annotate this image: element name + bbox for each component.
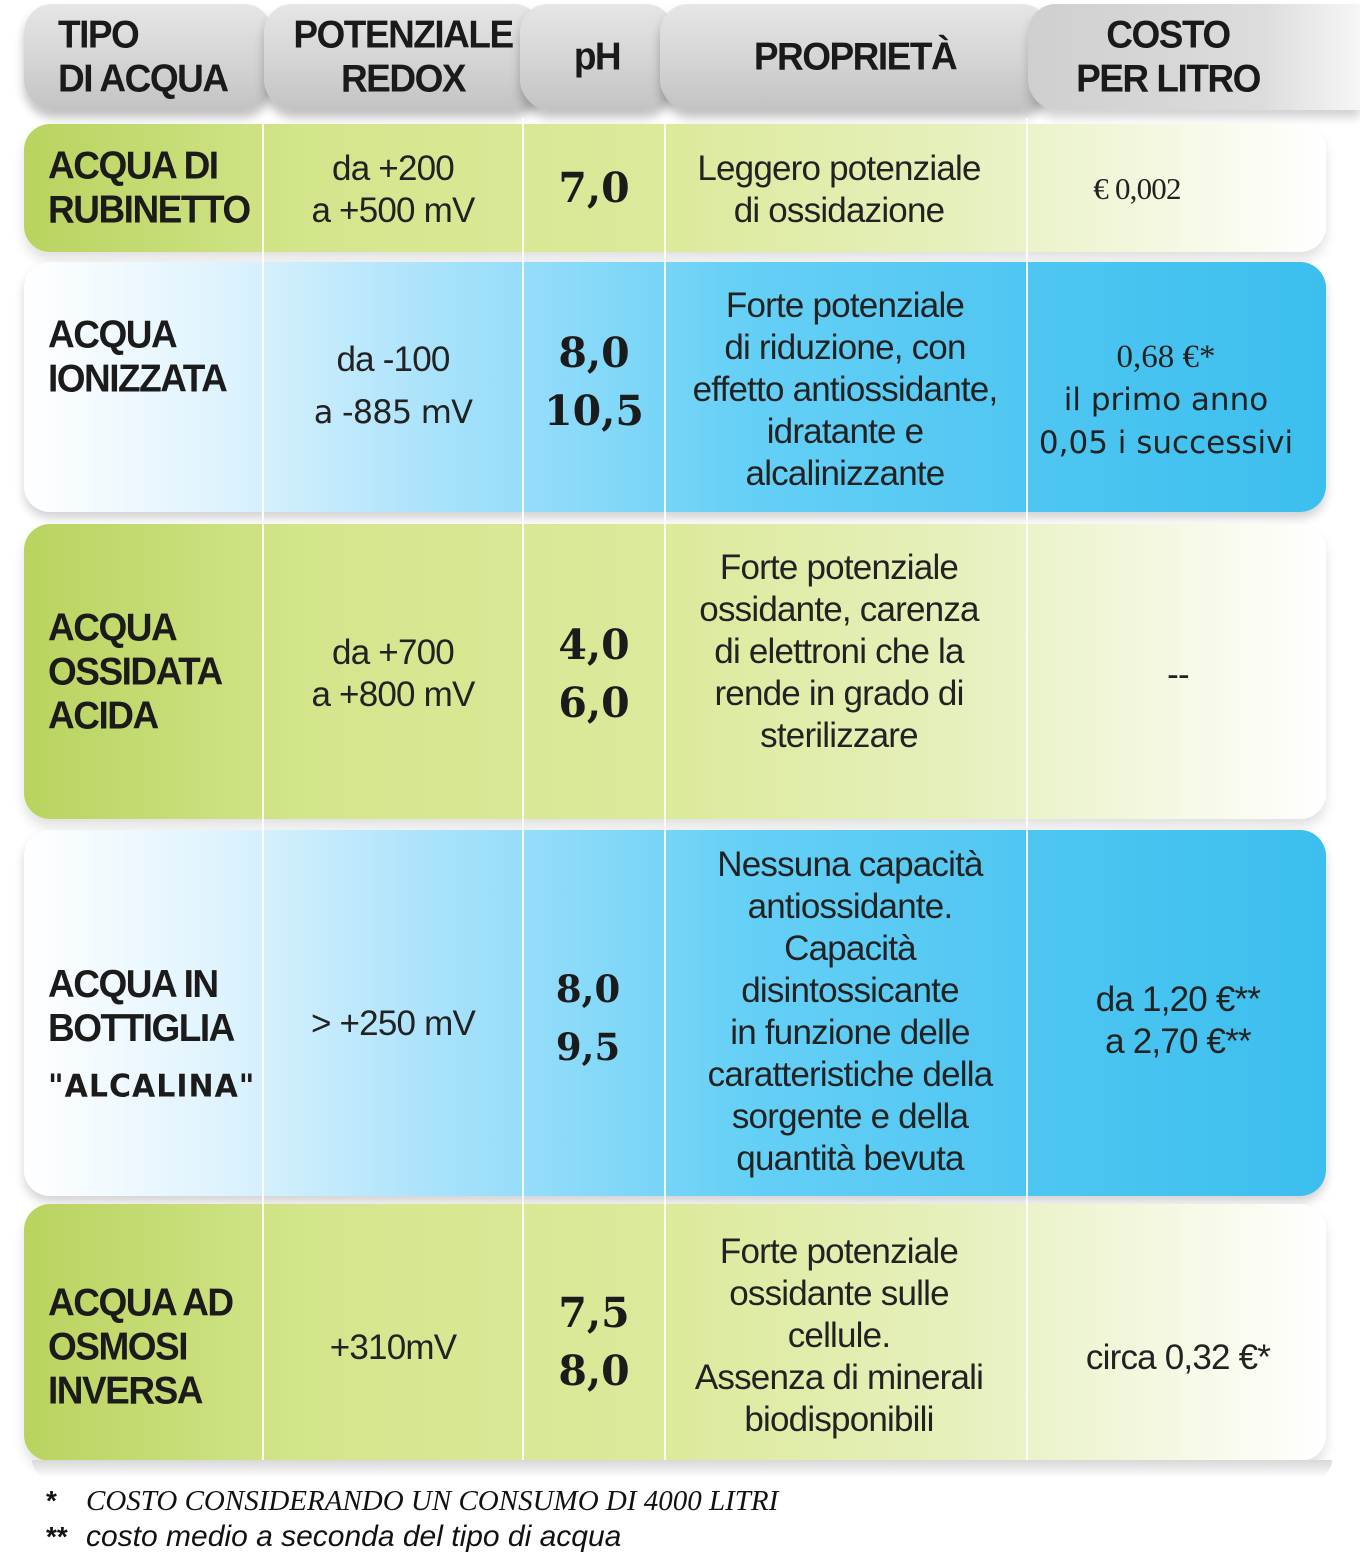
redox-cell bbox=[264, 140, 522, 240]
column-divider bbox=[262, 118, 264, 1460]
cost-line: € 0,002 bbox=[1093, 171, 1181, 206]
water-type-line: BOTTIGLIA bbox=[48, 1006, 234, 1050]
cost-line: da 1,20 €** bbox=[1095, 980, 1261, 1019]
properties-line: rende in grado di bbox=[714, 674, 964, 713]
cost-line: -- bbox=[1167, 655, 1189, 694]
water-type-cell bbox=[48, 962, 262, 1120]
header-redox-line1: POTENZIALE bbox=[293, 13, 513, 56]
properties-line: biodisponibili bbox=[744, 1400, 934, 1439]
water-type-cell bbox=[48, 517, 260, 827]
water-type-subtitle: "ALCALINA" bbox=[48, 1068, 256, 1106]
properties-line: antiossidante. bbox=[747, 887, 953, 926]
redox-cell bbox=[264, 624, 522, 724]
properties-line: di elettroni che la bbox=[714, 632, 964, 671]
ph-cell bbox=[524, 612, 664, 736]
properties-line: Nessuna capacità bbox=[717, 845, 983, 884]
water-type-line: IONIZZATA bbox=[48, 357, 227, 401]
cost-line: 0,68 €* bbox=[1116, 338, 1216, 375]
properties-line: sorgente e della bbox=[731, 1097, 969, 1136]
ph-value: 8,0 bbox=[558, 1347, 630, 1395]
properties-cell bbox=[666, 1226, 1012, 1446]
ph-value: 7,5 bbox=[558, 1289, 630, 1337]
cost-cell bbox=[1028, 124, 1246, 254]
cost-cell bbox=[1048, 1332, 1308, 1384]
header-costo-line2: PER LITRO bbox=[1076, 57, 1260, 100]
footnote-text: costo medio a seconda del tipo di acqua bbox=[86, 1520, 622, 1553]
properties-line: Forte potenziale bbox=[725, 286, 965, 325]
cost-line: 0,05 i successivi bbox=[1038, 424, 1294, 461]
header-costo-line1: COSTO bbox=[1106, 13, 1230, 56]
properties-cell bbox=[666, 284, 1024, 496]
redox-line: a -885 mV bbox=[313, 393, 473, 431]
properties-line: sterilizzare bbox=[760, 716, 918, 755]
properties-cell bbox=[666, 140, 1012, 240]
properties-cell bbox=[680, 842, 1020, 1182]
properties-line: in funzione delle bbox=[730, 1013, 970, 1052]
header-tipo-line1: TIPO bbox=[58, 13, 139, 56]
ph-cell bbox=[518, 956, 658, 1080]
header-potenziale-redox bbox=[264, 4, 542, 110]
water-type-line: INVERSA bbox=[48, 1369, 202, 1413]
properties-line: Capacità bbox=[784, 929, 916, 968]
cost-cell bbox=[1048, 976, 1308, 1066]
properties-line: disintossicante bbox=[741, 971, 959, 1010]
water-type-line: ACQUA AD bbox=[48, 1280, 233, 1324]
column-divider bbox=[1026, 118, 1028, 1460]
redox-line: a +800 mV bbox=[311, 675, 475, 714]
water-type-line: ACQUA bbox=[48, 312, 177, 356]
ph-cell bbox=[524, 1280, 664, 1404]
ph-value: 8,0 bbox=[555, 967, 621, 1011]
cost-cell bbox=[1028, 650, 1328, 700]
header-redox-line2: REDOX bbox=[340, 57, 466, 100]
properties-line: Forte potenziale bbox=[719, 548, 959, 587]
header-ph bbox=[520, 4, 674, 110]
footnote-mark: ** bbox=[46, 1521, 68, 1552]
redox-line: > +250 mV bbox=[310, 1004, 476, 1043]
header-proprieta bbox=[660, 4, 1050, 110]
water-type-cell bbox=[48, 257, 260, 457]
ph-value: 10,5 bbox=[544, 387, 644, 435]
water-type-line: OSMOSI bbox=[48, 1324, 188, 1368]
redox-cell bbox=[264, 328, 522, 444]
properties-line: Leggero potenziale bbox=[697, 149, 981, 188]
ph-value: 6,0 bbox=[558, 679, 630, 727]
water-type-line: RUBINETTO bbox=[48, 188, 250, 232]
redox-cell bbox=[264, 998, 522, 1050]
properties-line: cellule. bbox=[787, 1316, 891, 1355]
properties-line: effetto antiossidante, bbox=[692, 370, 998, 409]
ph-value: 7,0 bbox=[558, 164, 630, 212]
footnote-mark: * bbox=[46, 1485, 57, 1516]
cost-line: il primo anno bbox=[1063, 381, 1269, 418]
footnote-average-cost bbox=[46, 1520, 621, 1554]
ph-cell bbox=[524, 320, 664, 444]
redox-line: da -100 bbox=[336, 340, 450, 379]
water-type-line: OSSIDATA bbox=[48, 649, 222, 693]
cost-line: circa 0,32 €* bbox=[1085, 1338, 1271, 1377]
header-tipo-di-acqua bbox=[24, 4, 272, 110]
header-ph-label: pH bbox=[573, 35, 621, 78]
properties-line: di ossidazione bbox=[733, 191, 945, 230]
water-type-cell bbox=[48, 121, 260, 255]
ph-value: 4,0 bbox=[558, 621, 630, 669]
table-footer-bar bbox=[32, 1460, 1332, 1478]
header-proprieta-label: PROPRIETÀ bbox=[753, 35, 957, 78]
redox-cell bbox=[264, 1322, 522, 1374]
footnote-cost-consumption bbox=[46, 1484, 778, 1518]
properties-line: alcalinizzante bbox=[745, 454, 945, 493]
redox-line: da +700 bbox=[332, 633, 454, 672]
redox-line: da +200 bbox=[332, 149, 454, 188]
redox-line: +310mV bbox=[329, 1328, 457, 1367]
water-type-line: ACIDA bbox=[48, 693, 158, 737]
ph-cell bbox=[524, 124, 664, 252]
properties-line: ossidante, carenza bbox=[699, 590, 979, 629]
properties-line: ossidante sulle bbox=[729, 1274, 949, 1313]
properties-line: Assenza di minerali bbox=[694, 1358, 984, 1397]
properties-line: Forte potenziale bbox=[719, 1232, 959, 1271]
properties-cell bbox=[666, 542, 1012, 762]
properties-line: caratteristiche della bbox=[707, 1055, 993, 1094]
water-type-line: ACQUA DI bbox=[48, 143, 218, 187]
properties-line: quantità bevuta bbox=[736, 1139, 964, 1178]
cost-cell bbox=[1028, 330, 1304, 470]
redox-line: a +500 mV bbox=[311, 191, 475, 230]
properties-line: di riduzione, con bbox=[724, 328, 966, 367]
ph-value: 8,0 bbox=[558, 329, 630, 377]
water-type-line: ACQUA IN bbox=[48, 962, 218, 1006]
properties-line: idratante e bbox=[766, 412, 924, 451]
cost-line: a 2,70 €** bbox=[1105, 1022, 1251, 1061]
header-costo-per-litro bbox=[1028, 4, 1360, 110]
header-tipo-line2: DI ACQUA bbox=[58, 57, 228, 100]
water-type-cell bbox=[48, 1197, 260, 1497]
footnote-text: COSTO CONSIDERANDO UN CONSUMO DI 4000 LITRI bbox=[86, 1485, 779, 1517]
ph-value: 9,5 bbox=[555, 1025, 621, 1069]
water-type-line: ACQUA bbox=[48, 605, 177, 649]
